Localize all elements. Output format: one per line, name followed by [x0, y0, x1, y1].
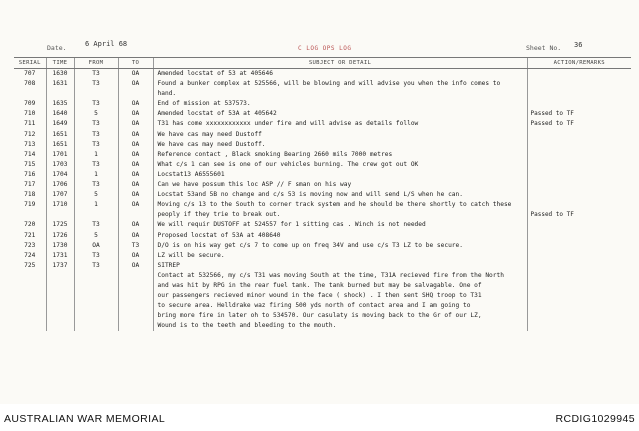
- cell-detail: Reference contact , Black smoking Bearing 2660 mils 7000 metres: [153, 150, 527, 160]
- cell-action: [527, 220, 631, 230]
- cell-detail: our passengers recieved minor wound in the face ( shock) . I then sent SHQ troop to T31: [153, 291, 527, 301]
- cell-detail: Moving c/s 13 to the South to corner track system and he should be there shortly to catch these: [153, 200, 527, 210]
- col-from: FROM: [74, 58, 118, 69]
- table-row: [14, 231, 631, 241]
- cell-from: T3: [74, 251, 118, 261]
- cell-time: 1710: [46, 200, 74, 210]
- cell-time: [46, 271, 74, 281]
- cell-to: OA: [118, 251, 153, 261]
- table-row: [14, 140, 631, 150]
- cell-time: 1730: [46, 241, 74, 251]
- cell-detail: Locstat 53and 5B no change and c/s 53 is moving now and will send L/S when he can.: [153, 190, 527, 200]
- cell-to: [118, 321, 153, 331]
- cell-from: 5: [74, 109, 118, 119]
- cell-action: [527, 311, 631, 321]
- cell-serial: [14, 311, 46, 321]
- table-row: [14, 69, 631, 80]
- date-label: Date.: [47, 44, 67, 52]
- cell-time: [46, 291, 74, 301]
- cell-detail: Amended locstat of 53A at 405642: [153, 109, 527, 119]
- cell-action: [527, 140, 631, 150]
- cell-to: [118, 271, 153, 281]
- cell-to: OA: [118, 140, 153, 150]
- cell-to: OA: [118, 160, 153, 170]
- cell-to: OA: [118, 150, 153, 160]
- cell-from: 5: [74, 190, 118, 200]
- cell-detail: What c/s 1 can see is one of our vehicles burning. The crew got out OK: [153, 160, 527, 170]
- cell-action: [527, 291, 631, 301]
- cell-detail: We have cas may need Dustoff: [153, 130, 527, 140]
- cell-time: 1706: [46, 180, 74, 190]
- cell-action: [527, 150, 631, 160]
- cell-action: [527, 170, 631, 180]
- cell-to: [118, 89, 153, 99]
- cell-from: 5: [74, 231, 118, 241]
- cell-to: OA: [118, 109, 153, 119]
- cell-time: 1707: [46, 190, 74, 200]
- cell-serial: 720: [24, 221, 36, 229]
- cell-detail: T31 has come xxxxxxxxxxxx under fire and will advise as details follow: [153, 119, 527, 129]
- cell-time: 1635: [46, 99, 74, 109]
- cell-detail: hand.: [153, 89, 527, 99]
- cell-serial: 724: [24, 251, 36, 259]
- cell-to: OA: [118, 69, 153, 80]
- cell-from: [74, 321, 118, 331]
- sheet-value: 36: [574, 41, 583, 49]
- cell-serial: 718: [24, 191, 36, 199]
- cell-serial: 717: [24, 181, 36, 189]
- cell-action: [527, 130, 631, 140]
- cell-from: [74, 271, 118, 281]
- log-body: [14, 69, 631, 332]
- cell-time: 1726: [46, 231, 74, 241]
- cell-from: [74, 311, 118, 321]
- cell-from: T3: [74, 180, 118, 190]
- cell-serial: [14, 301, 46, 311]
- table-row: [14, 160, 631, 170]
- cell-detail: Contact at 532566, my c/s T31 was moving South at the time, T31A recieved fire from the North: [153, 271, 527, 281]
- cell-serial: 719: [24, 201, 36, 209]
- col-to: TO: [118, 58, 153, 69]
- table-row: [14, 190, 631, 200]
- cell-action: [527, 99, 631, 109]
- table-row: [14, 241, 631, 251]
- cell-detail: Can we have possum this loc ASP // F sman on his way: [153, 180, 527, 190]
- cell-serial: [14, 89, 46, 99]
- cell-to: OA: [118, 170, 153, 180]
- cell-action: [527, 321, 631, 331]
- cell-action: [527, 261, 631, 271]
- cell-detail: Wound is to the teeth and bleeding to the mouth.: [153, 321, 527, 331]
- cell-action: [527, 190, 631, 200]
- cell-action: [527, 89, 631, 99]
- cell-action: Passed to TF: [527, 109, 631, 119]
- table-row: [14, 170, 631, 180]
- cell-from: [74, 89, 118, 99]
- cell-detail: LZ will be secure.: [153, 251, 527, 261]
- cell-to: OA: [118, 231, 153, 241]
- cell-time: [46, 210, 74, 220]
- cell-to: OA: [118, 119, 153, 129]
- table-row: [14, 89, 631, 99]
- cell-from: [74, 210, 118, 220]
- cell-from: T3: [74, 261, 118, 271]
- cell-serial: [14, 210, 46, 220]
- cell-from: [74, 301, 118, 311]
- cell-time: 1640: [46, 109, 74, 119]
- cell-serial: 721: [24, 231, 36, 239]
- cell-serial: [14, 321, 46, 331]
- cell-from: 1: [74, 150, 118, 160]
- cell-to: [118, 301, 153, 311]
- cell-time: 1651: [46, 130, 74, 140]
- col-serial: SERIAL: [14, 58, 46, 69]
- cell-serial: 712: [24, 130, 36, 138]
- table-row: [14, 220, 631, 230]
- cell-to: [118, 210, 153, 220]
- cell-serial: 707: [24, 70, 36, 77]
- log-table: [14, 57, 631, 331]
- cell-time: 1704: [46, 170, 74, 180]
- cell-from: T3: [74, 220, 118, 230]
- cell-time: [46, 321, 74, 331]
- date-value: 6 April 68: [85, 40, 128, 48]
- cell-from: T3: [74, 130, 118, 140]
- cell-action: [527, 200, 631, 210]
- cell-to: OA: [118, 190, 153, 200]
- cell-to: OA: [118, 180, 153, 190]
- table-row: [14, 210, 631, 220]
- cell-serial: 716: [24, 170, 36, 178]
- cell-detail: bring more fire in later oh to 534570. Our casulaty is moving back to the Gr of our LZ,: [153, 311, 527, 321]
- cell-time: 1631: [46, 79, 74, 89]
- cell-to: [118, 311, 153, 321]
- cell-from: [74, 281, 118, 291]
- table-row: [14, 301, 631, 311]
- cell-time: [46, 301, 74, 311]
- cell-detail: to secure area. Helldrake waz firing 500 yds north of contact area and I am going to: [153, 301, 527, 311]
- table-row: [14, 99, 631, 109]
- cell-serial: 709: [24, 100, 36, 108]
- cell-from: T3: [74, 69, 118, 80]
- cell-serial: 713: [24, 140, 36, 148]
- cell-detail: Proposed locstat of 53A at 408640: [153, 231, 527, 241]
- col-detail: SUBJECT OR DETAIL: [153, 58, 527, 69]
- cell-time: 1731: [46, 251, 74, 261]
- cell-serial: 710: [24, 110, 36, 118]
- cell-serial: [14, 281, 46, 291]
- table-row: [14, 150, 631, 160]
- cell-action: [527, 79, 631, 89]
- cell-detail: SITREP: [153, 261, 527, 271]
- cell-action: Passed to TF: [527, 210, 631, 220]
- cell-detail: Found a bunker complex at 525566, will be blowing and will advise you when the info comes to: [153, 79, 527, 89]
- cell-from: T3: [74, 99, 118, 109]
- table-row: [14, 130, 631, 140]
- cell-action: [527, 69, 631, 80]
- cell-detail: End of mission at 537573.: [153, 99, 527, 109]
- cell-time: 1649: [46, 119, 74, 129]
- cell-from: 1: [74, 200, 118, 210]
- cell-detail: D/O is on his way get c/s 7 to come up on freq 34V and use c/s T3 LZ to be secure.: [153, 241, 527, 251]
- cell-action: Passed to TF: [527, 119, 631, 129]
- cell-serial: 715: [24, 160, 36, 168]
- table-header-row: [14, 58, 631, 69]
- table-row: [14, 271, 631, 281]
- footer-source: AUSTRALIAN WAR MEMORIAL: [4, 413, 166, 425]
- cell-to: OA: [118, 130, 153, 140]
- cell-time: [46, 281, 74, 291]
- cell-to: [118, 281, 153, 291]
- cell-to: [118, 291, 153, 301]
- table-row: [14, 200, 631, 210]
- cell-to: OA: [118, 79, 153, 89]
- cell-detail: We will requir DUSTOFF at 524557 for 1 sitting cas . Winch is not needed: [153, 220, 527, 230]
- cell-time: 1630: [46, 69, 74, 80]
- sheet-label: Sheet No.: [526, 44, 562, 52]
- cell-time: [46, 89, 74, 99]
- cell-action: [527, 160, 631, 170]
- cell-from: T3: [74, 160, 118, 170]
- col-action: ACTION/REMARKS: [527, 58, 631, 69]
- cell-serial: 711: [24, 120, 36, 128]
- table-row: [14, 119, 631, 129]
- cell-from: 1: [74, 170, 118, 180]
- table-row: [14, 251, 631, 261]
- cell-serial: 723: [24, 241, 36, 249]
- cell-action: [527, 241, 631, 251]
- cell-time: 1703: [46, 160, 74, 170]
- cell-action: [527, 301, 631, 311]
- cell-from: T3: [74, 79, 118, 89]
- cell-time: 1651: [46, 140, 74, 150]
- cell-serial: 725: [24, 261, 36, 269]
- cell-serial: [14, 291, 46, 301]
- cell-serial: [14, 271, 46, 281]
- cell-from: OA: [74, 241, 118, 251]
- col-time: TIME: [46, 58, 74, 69]
- cell-action: [527, 231, 631, 241]
- cell-detail: Locstat13 A6555601: [153, 170, 527, 180]
- cell-time: 1701: [46, 150, 74, 160]
- cell-detail: Amended locstat of 53 at 405646: [153, 69, 527, 80]
- cell-time: 1737: [46, 261, 74, 271]
- table-row: [14, 109, 631, 119]
- cell-to: OA: [118, 99, 153, 109]
- cell-time: [46, 311, 74, 321]
- cell-action: [527, 180, 631, 190]
- table-row: [14, 281, 631, 291]
- cell-to: OA: [118, 220, 153, 230]
- table-row: [14, 180, 631, 190]
- table-row: [14, 321, 631, 331]
- cell-action: [527, 251, 631, 261]
- table-row: [14, 261, 631, 271]
- cell-from: [74, 291, 118, 301]
- cell-action: [527, 271, 631, 281]
- cell-action: [527, 281, 631, 291]
- cell-time: 1725: [46, 220, 74, 230]
- log-title: C LOG OPS LOG: [298, 45, 352, 52]
- cell-serial: 708: [24, 80, 36, 88]
- cell-from: T3: [74, 119, 118, 129]
- cell-to: T3: [118, 241, 153, 251]
- cell-to: OA: [118, 261, 153, 271]
- table-row: [14, 311, 631, 321]
- cell-detail: and was hit by RPG in the rear fuel tank. The tank burned but may be salvagable. One of: [153, 281, 527, 291]
- table-row: [14, 79, 631, 89]
- table-row: [14, 291, 631, 301]
- cell-serial: 714: [24, 150, 36, 158]
- footer-id: RCDIG1029945: [555, 413, 635, 425]
- cell-from: T3: [74, 140, 118, 150]
- cell-to: OA: [118, 200, 153, 210]
- cell-detail: peoply if they trie to break out.: [153, 210, 527, 220]
- cell-detail: We have cas may need Dustoff.: [153, 140, 527, 150]
